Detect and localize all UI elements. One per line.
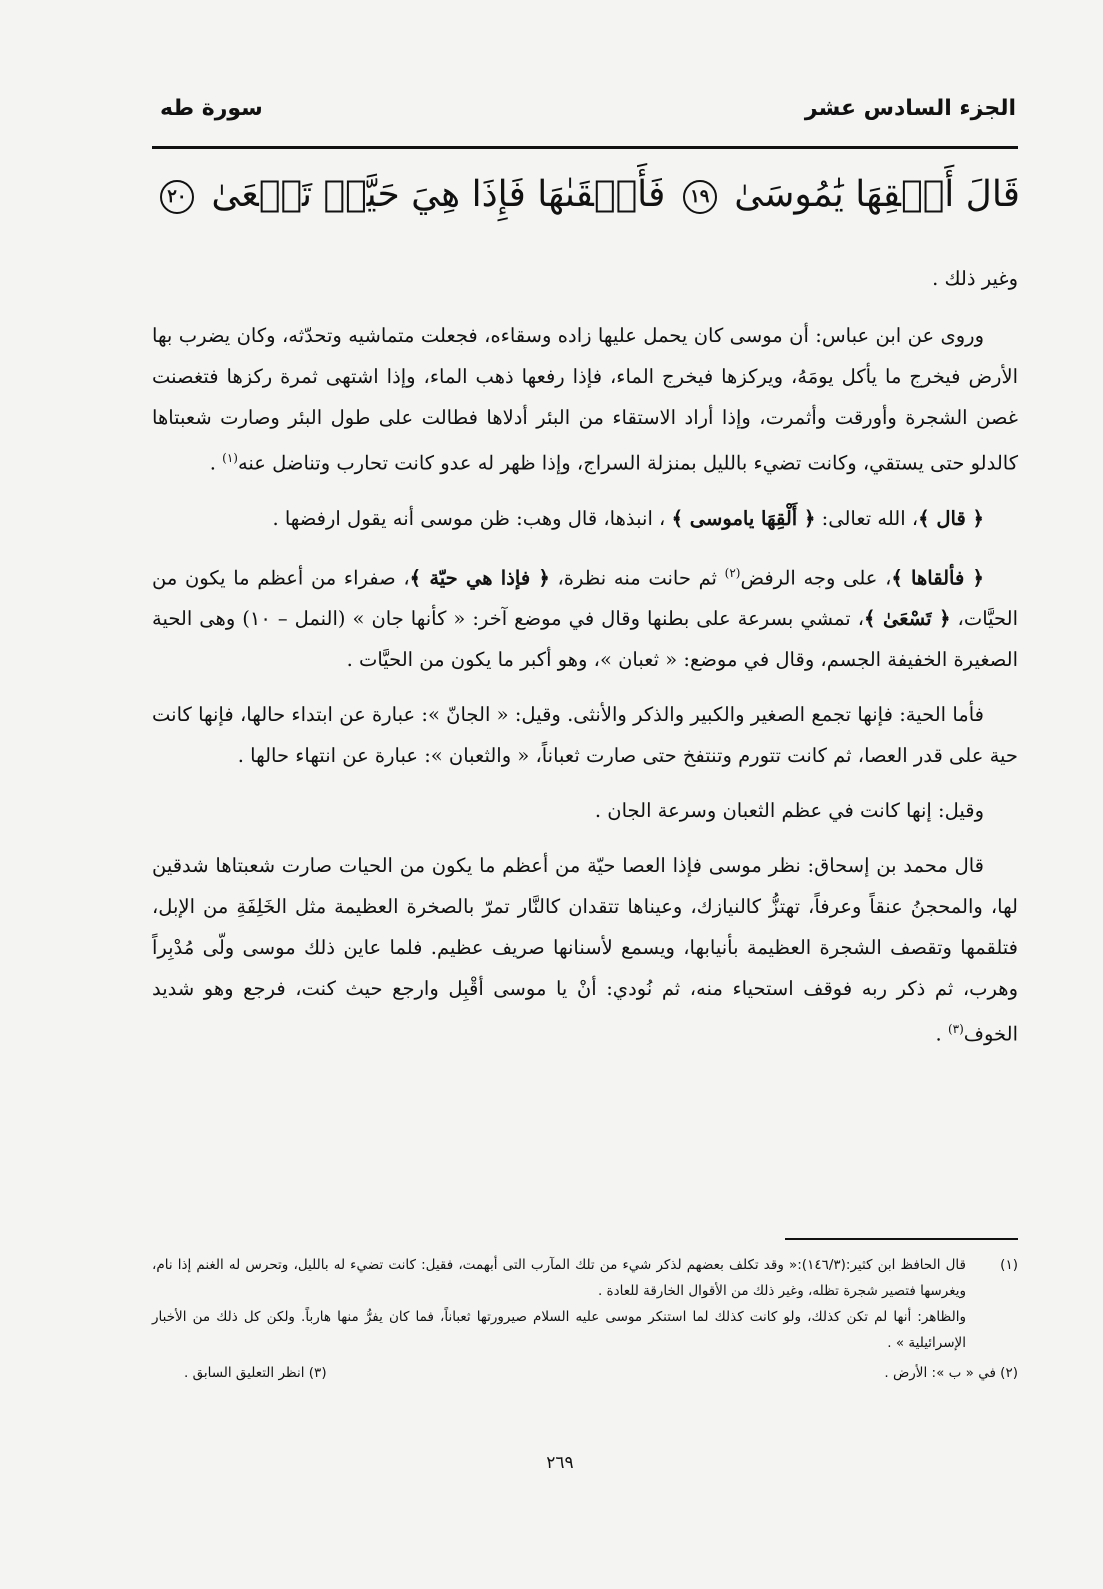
- paragraph-text: ثم حانت منه نظرة،: [549, 566, 725, 589]
- paragraph: [152, 790, 1018, 831]
- quran-quote: ﴿ أَلْقِهَا ياموسى ﴾: [671, 506, 816, 530]
- footnote-number: (١): [1000, 1257, 1018, 1273]
- paragraph-text: ، صفراء من أعظم ما يكون من الحيَّات،: [152, 566, 1018, 630]
- quran-verse: [167, 160, 1020, 230]
- footnote-2: (٢) في « ب »: الأرض .: [884, 1365, 1018, 1381]
- footnote-1: [152, 1252, 1018, 1356]
- quran-quote: ﴿ فألقاها ﴾: [891, 566, 984, 589]
- part-title: الجزء السادس عشر: [804, 96, 1016, 121]
- paragraph-text: .: [935, 1022, 948, 1046]
- footnote-row: [152, 1360, 1018, 1386]
- footnote-3: (٣) انظر التعليق السابق .: [184, 1365, 327, 1381]
- paragraph-text: ، الله تعالى:: [815, 506, 919, 530]
- footnote-ref: (٣): [947, 1022, 964, 1036]
- paragraph-text: وقيل: إنها كانت في عظم الثعبان وسرعة الجان .: [594, 799, 984, 822]
- page-number: ٢٦٩: [546, 1453, 574, 1473]
- verse-text-2: فَأَلۡقَىٰهَا فَإِذَا هِيَ حَيَّةٞ تَسۡعَىٰ: [211, 174, 666, 215]
- footnote-text: والظاهر: أنها لم تكن كذلك، ولو كانت كذلك لما استنكر موسى عليه السلام صيرورتها ثعباناً، فما كان يفرُّ منها هارباً. ولكن كل ذلك من الأخبار الإسرائيلية » .: [152, 1309, 966, 1351]
- commentary-text: [152, 258, 1018, 1069]
- paragraph: [152, 845, 1018, 1055]
- paragraph-text: قال محمد بن إسحاق: نظر موسى فإذا العصا حيّة من أعظم ما يكون من الحيات صارت شعبتاها شدقين لها، والمحجنُ عنقاً وعرفاً، تهتزُّ كالنيازك، وعيناها تتقدان كالنَّار تمرّ بالصخرة العظيمة مثل الخَلِفَةِ من الإبل، فتلقمها وتقصف الشجرة العظيمة بأنيابها، ويسمع لأسنانها صريف عظيم. فلما عاين ذلك موسى ولّى مُدْبِراً وهرب، ثم ذكر ربه فوقف استحياء منه، ثم نُودي: أنْ يا موسى أقْبِل وارجع حيث كنت، فرجع وهو شديد الخوف: [152, 854, 1018, 1046]
- paragraph: [152, 498, 1018, 539]
- paragraph-text: وروى عن ابن عباس: أن موسى كان يحمل عليها زاده وسقاءه، فجعلت متماشيه وتحدّثه، وكان يضرب بها الأرض فيخرج ما يأكل يومَهُ، ويركزها فيخرج الماء، فإذا رفعها ذهب الماء، وإذا اشتهى ثمرة ركزها فتغصنت غصن الشجرة وأورقت وأثمرت، وإذا أراد الاستقاء من البئر أدلاها فطالت على طول البئر وصارت شعبتاها كالدلو حتى يستقي، وكانت تضيء بالليل بمنزلة السراج، وإذا ظهر له عدو كانت تحارب وتناضل عنه: [152, 324, 1018, 475]
- surah-title: سورة طه: [160, 96, 263, 121]
- paragraph-text: ، تمشي بسرعة على بطنها وقال في موضع آخر: « كأنها جان » (النمل – ١٠) وهى الحية الصغيرة الخفيفة الجسم، وقال في موضع: « ثعبان »، وهو أكبر ما يكون من الحيَّات .: [152, 607, 1018, 671]
- paragraph: [152, 315, 1018, 484]
- ayah-marker-19: ١٩: [683, 180, 717, 214]
- ayah-marker-20: ٢٠: [160, 180, 194, 214]
- footnote-rule: [785, 1238, 1018, 1240]
- paragraph: [152, 258, 1018, 299]
- verse-text-1: قَالَ أَلۡقِهَا يَٰمُوسَىٰ: [734, 174, 1020, 215]
- paragraph-text: ، انبذها، قال وهب: ظن موسى أنه يقول ارفضها .: [272, 506, 672, 530]
- running-header: [152, 92, 1016, 142]
- quran-quote: ﴿ قال ﴾: [918, 506, 984, 530]
- footnote-text: قال الحافظ ابن كثير:(١٤٦/٣):« وقد تكلف بعضهم لذكر شيء من تلك المآرب التى أبهمت، فقيل: كانت تضيء له بالليل، وتحرس له الغنم إذا نام، ويغرسها فتصير شجرة تظله، وغير ذلك من الأقوال الخارقة للعادة .: [152, 1257, 966, 1299]
- header-rule: [152, 146, 1018, 149]
- quran-quote: ﴿ فإذا هي حيّة ﴾: [409, 566, 550, 589]
- quran-quote: ﴿ تَسْعَىٰ ﴾: [864, 607, 951, 630]
- footnote-ref: (٢): [724, 565, 741, 580]
- paragraph-text: ، على وجه الرفض: [740, 566, 892, 589]
- footnotes: [152, 1252, 1018, 1386]
- paragraph-text: وغير ذلك .: [932, 267, 1018, 290]
- paragraph-text: .: [209, 451, 223, 475]
- paragraph: [152, 553, 1018, 681]
- paragraph: [152, 694, 1018, 776]
- paragraph-text: فأما الحية: فإنها تجمع الصغير والكبير والذكر والأنثى. وقيل: « الجانّ »: عبارة عن ابتداء حالها، فإنها كانت حية على قدر العصا، ثم كانت تتورم وتنتفخ حتى صارت ثعباناً، « والثعبان »: عبارة عن انتهاء حالها .: [152, 703, 1018, 767]
- footnote-ref: (١): [222, 451, 238, 465]
